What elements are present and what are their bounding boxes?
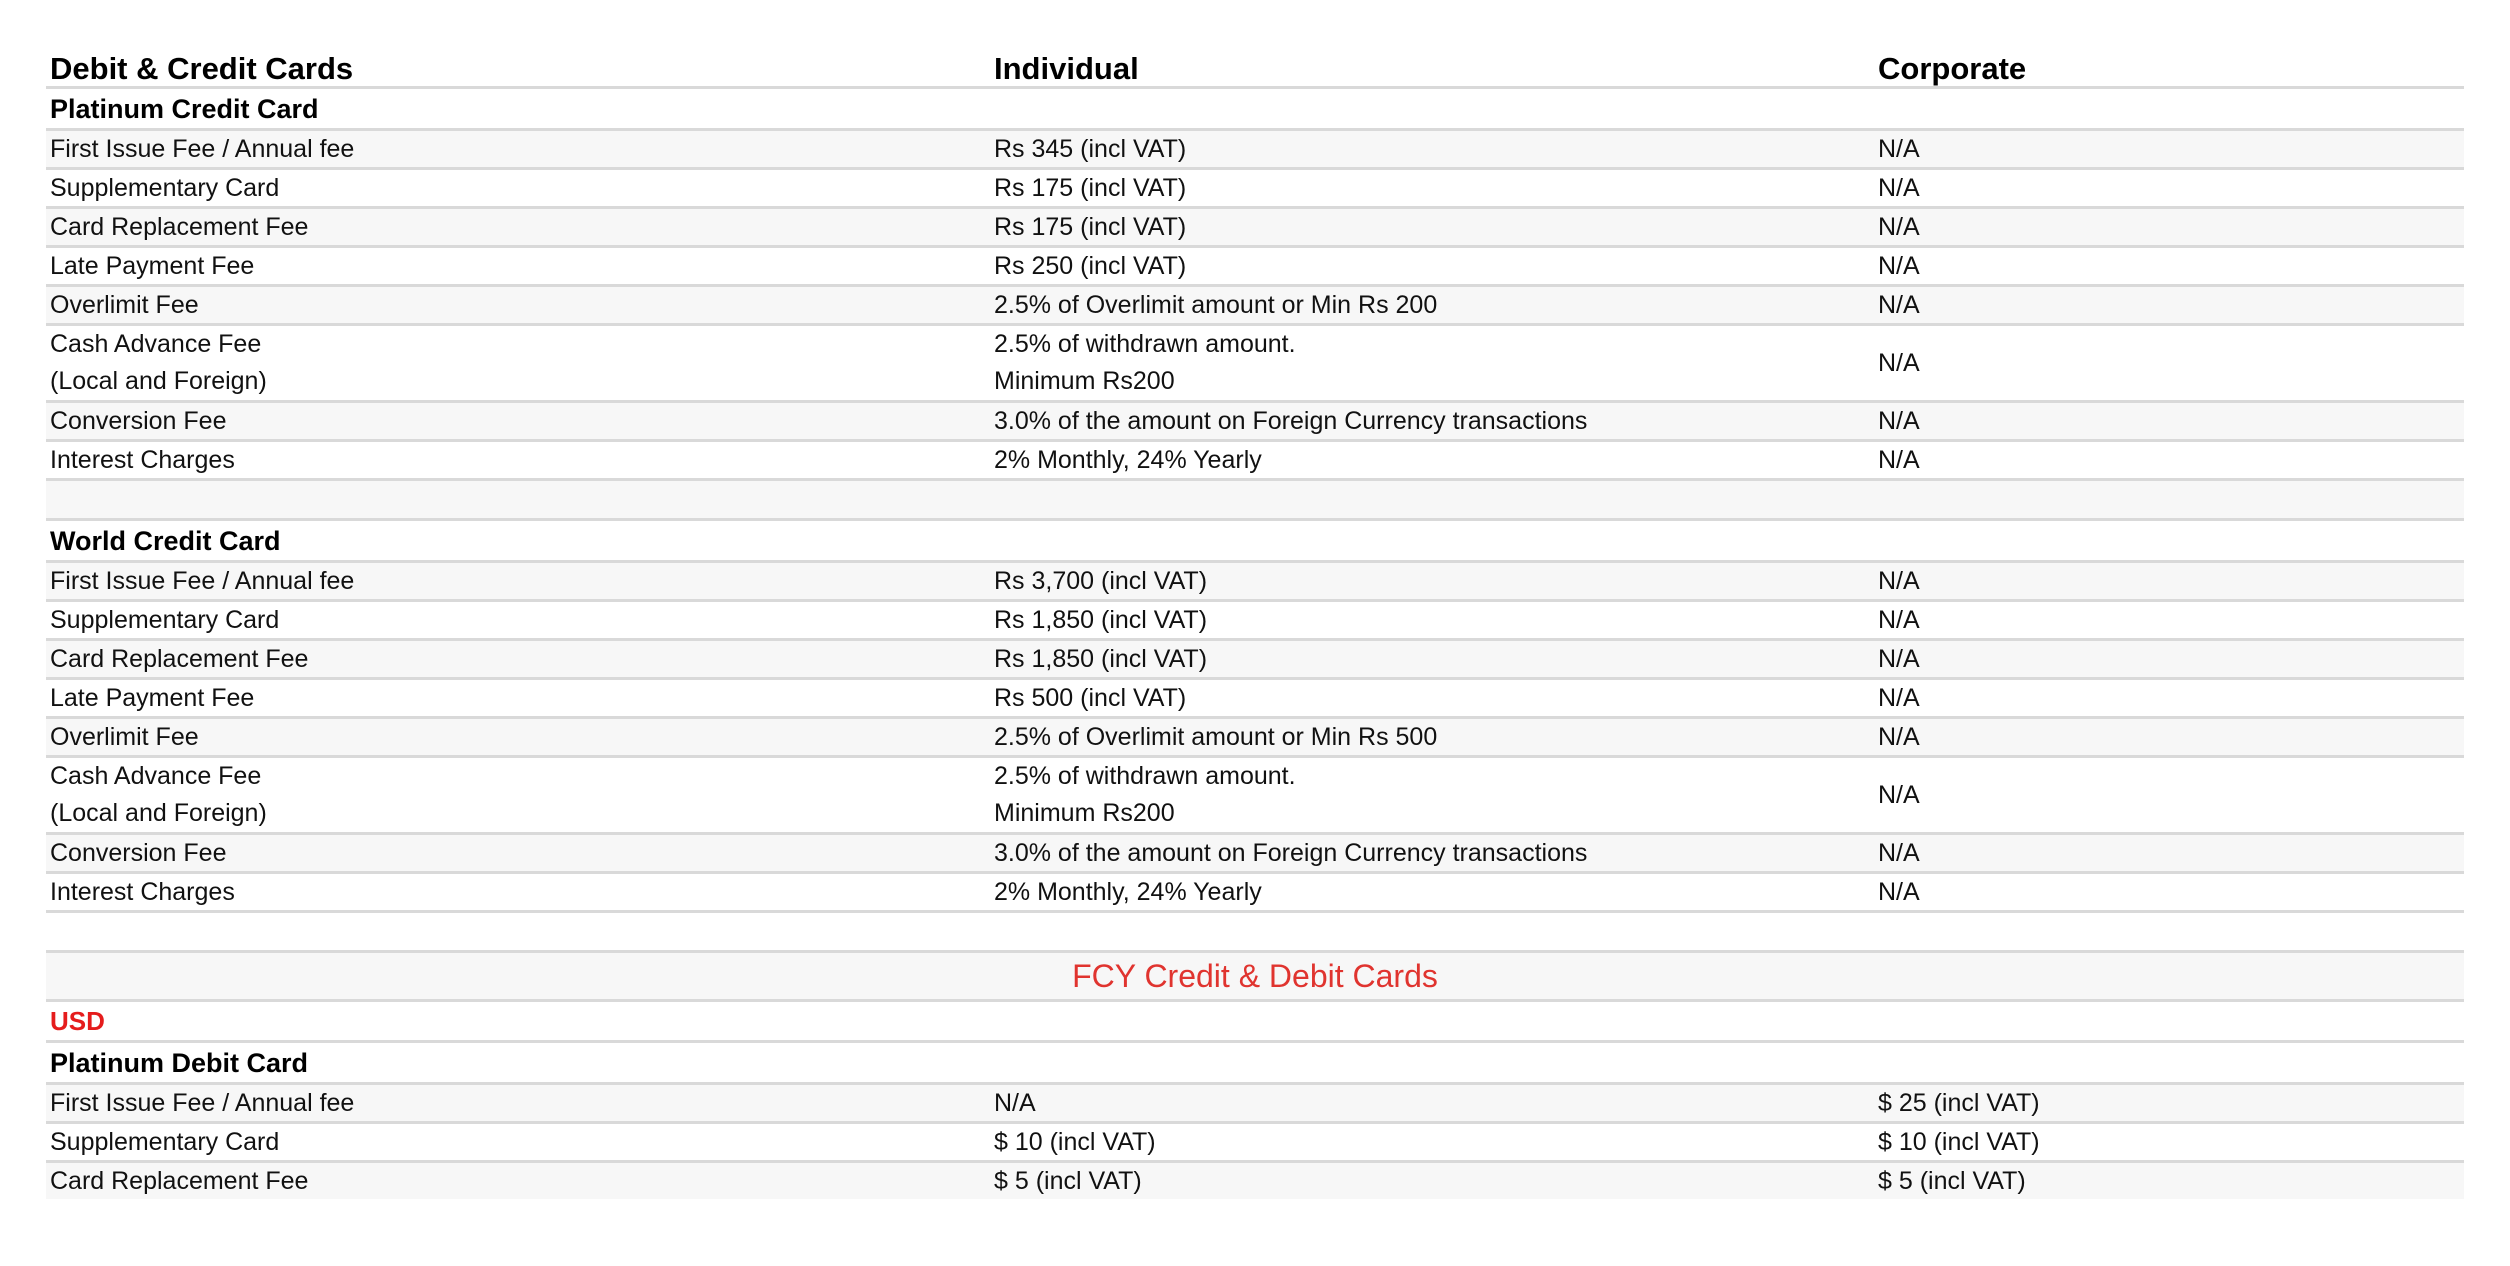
fee-table [46, 37, 2464, 1199]
spacer-cell [46, 912, 2464, 952]
table-row [46, 601, 2464, 640]
individual-fee: Rs 250 (incl VAT) [990, 247, 1874, 286]
table-row [46, 208, 2464, 247]
corporate-fee: N/A [1874, 247, 2464, 286]
corporate-fee: N/A [1874, 130, 2464, 169]
section-title-row [46, 1042, 2464, 1084]
individual-fee: 2% Monthly, 24% Yearly [990, 441, 1874, 480]
table-row [46, 1084, 2464, 1123]
section-title-row [46, 88, 2464, 130]
table-row [46, 640, 2464, 679]
table-row [46, 325, 2464, 402]
fee-label: Overlimit Fee [46, 286, 990, 325]
individual-fee: 2.5% of Overlimit amount or Min Rs 500 [990, 718, 1874, 757]
fee-label: Supplementary Card [46, 1123, 990, 1162]
fee-label-line: (Local and Foreign) [50, 367, 267, 395]
individual-fee: Rs 500 (incl VAT) [990, 679, 1874, 718]
fee-label: Interest Charges [46, 441, 990, 480]
header-individual: Individual [990, 37, 1874, 88]
individual-fee: Rs 1,850 (incl VAT) [990, 601, 1874, 640]
corporate-fee: N/A [1874, 208, 2464, 247]
table-row [46, 834, 2464, 873]
section-title-platinum-credit: Platinum Credit Card [46, 88, 2464, 130]
table-row [46, 247, 2464, 286]
header-corporate: Corporate [1874, 37, 2464, 88]
individual-fee-line: Minimum Rs200 [994, 367, 1175, 395]
currency-row [46, 1001, 2464, 1042]
fee-label: First Issue Fee / Annual fee [46, 1084, 990, 1123]
table-row [46, 757, 2464, 834]
individual-fee [990, 325, 1874, 402]
corporate-fee: N/A [1874, 325, 2464, 402]
corporate-fee: N/A [1874, 834, 2464, 873]
table-row [46, 679, 2464, 718]
table-row [46, 169, 2464, 208]
individual-fee: $ 5 (incl VAT) [990, 1162, 1874, 1200]
fee-label: Late Payment Fee [46, 247, 990, 286]
individual-fee-line: 2.5% of withdrawn amount. [994, 762, 1296, 790]
spacer-row [46, 480, 2464, 520]
fcy-banner-title: FCY Credit & Debit Cards [46, 952, 2464, 1001]
fee-label: Card Replacement Fee [46, 640, 990, 679]
spacer-row [46, 912, 2464, 952]
individual-fee: Rs 3,700 (incl VAT) [990, 562, 1874, 601]
fee-label [46, 757, 990, 834]
individual-fee: 2% Monthly, 24% Yearly [990, 873, 1874, 912]
table-row [46, 1123, 2464, 1162]
corporate-fee: $ 25 (incl VAT) [1874, 1084, 2464, 1123]
corporate-fee: $ 5 (incl VAT) [1874, 1162, 2464, 1200]
fee-label: Supplementary Card [46, 169, 990, 208]
spacer-cell [46, 480, 2464, 520]
fee-label: First Issue Fee / Annual fee [46, 562, 990, 601]
corporate-fee: N/A [1874, 402, 2464, 441]
table-row [46, 441, 2464, 480]
table-row [46, 873, 2464, 912]
individual-fee: N/A [990, 1084, 1874, 1123]
corporate-fee: $ 10 (incl VAT) [1874, 1123, 2464, 1162]
table-row [46, 562, 2464, 601]
table-header-row [46, 37, 2464, 88]
section-title-world-credit: World Credit Card [46, 520, 2464, 562]
fee-label [46, 325, 990, 402]
fee-label: Interest Charges [46, 873, 990, 912]
corporate-fee: N/A [1874, 169, 2464, 208]
fee-label: Card Replacement Fee [46, 1162, 990, 1200]
individual-fee: Rs 1,850 (incl VAT) [990, 640, 1874, 679]
individual-fee: Rs 345 (incl VAT) [990, 130, 1874, 169]
fee-label: Conversion Fee [46, 402, 990, 441]
table-row [46, 286, 2464, 325]
corporate-fee: N/A [1874, 562, 2464, 601]
individual-fee: Rs 175 (incl VAT) [990, 169, 1874, 208]
section-title-platinum-debit: Platinum Debit Card [46, 1042, 2464, 1084]
section-title-row [46, 520, 2464, 562]
table-row [46, 402, 2464, 441]
fee-label: Card Replacement Fee [46, 208, 990, 247]
table-row [46, 1162, 2464, 1200]
individual-fee: Rs 175 (incl VAT) [990, 208, 1874, 247]
header-category: Debit & Credit Cards [46, 37, 990, 88]
individual-fee-line: 2.5% of withdrawn amount. [994, 330, 1296, 358]
fcy-banner-row [46, 952, 2464, 1001]
fee-label: Conversion Fee [46, 834, 990, 873]
currency-label: USD [46, 1001, 2464, 1042]
fee-label-line: Cash Advance Fee [50, 762, 262, 790]
corporate-fee: N/A [1874, 286, 2464, 325]
fee-label: Overlimit Fee [46, 718, 990, 757]
table-row [46, 718, 2464, 757]
corporate-fee: N/A [1874, 601, 2464, 640]
individual-fee-line: Minimum Rs200 [994, 799, 1175, 827]
individual-fee [990, 757, 1874, 834]
fee-label: Late Payment Fee [46, 679, 990, 718]
corporate-fee: N/A [1874, 640, 2464, 679]
individual-fee: 2.5% of Overlimit amount or Min Rs 200 [990, 286, 1874, 325]
individual-fee: 3.0% of the amount on Foreign Currency transactions [990, 402, 1874, 441]
corporate-fee: N/A [1874, 873, 2464, 912]
fee-label: First Issue Fee / Annual fee [46, 130, 990, 169]
fee-label-line: Cash Advance Fee [50, 330, 262, 358]
table-row [46, 130, 2464, 169]
corporate-fee: N/A [1874, 679, 2464, 718]
fee-label: Supplementary Card [46, 601, 990, 640]
fee-label-line: (Local and Foreign) [50, 799, 267, 827]
corporate-fee: N/A [1874, 441, 2464, 480]
individual-fee: $ 10 (incl VAT) [990, 1123, 1874, 1162]
individual-fee: 3.0% of the amount on Foreign Currency transactions [990, 834, 1874, 873]
corporate-fee: N/A [1874, 718, 2464, 757]
corporate-fee: N/A [1874, 757, 2464, 834]
